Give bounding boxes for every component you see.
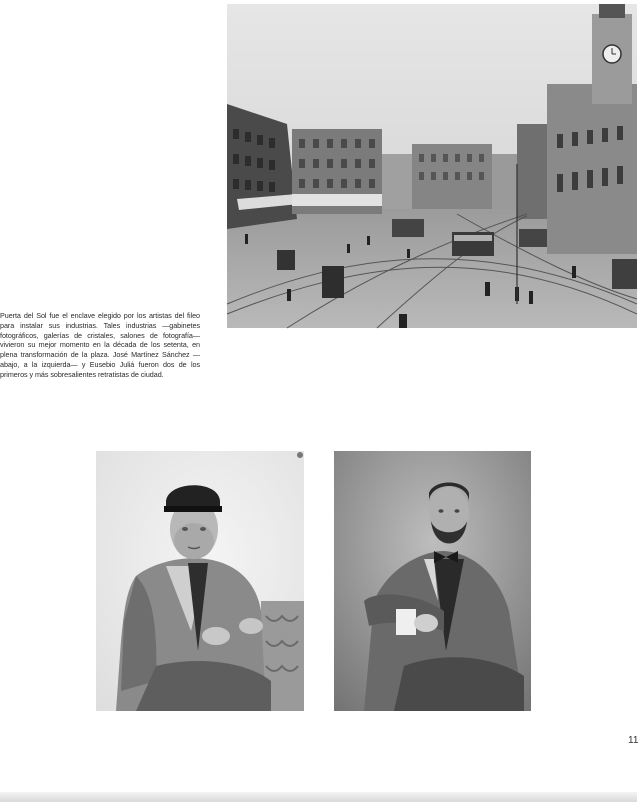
- plaza-photograph: [227, 4, 637, 328]
- portrait-photograph-right: [334, 451, 531, 711]
- page-number: 11: [628, 735, 638, 746]
- photo-caption: Puerta del Sol fue el enclave elegido por los artistas del fileo para instalar sus industrias. Tales industrias —gabinetes fotográficos, galerías de cristales, salones de fotografía— vivieron su mejor momento en la década de los setenta, en plena transformación de la plaza. José Martínez Sánchez —abajo, a la izquierda— y Eusebio Juliá fueron dos de los primeros y más sobresalientes retratistas de ciudad.: [0, 311, 200, 379]
- page-bottom-edge: [0, 792, 637, 802]
- portrait-photograph-left: [96, 451, 304, 711]
